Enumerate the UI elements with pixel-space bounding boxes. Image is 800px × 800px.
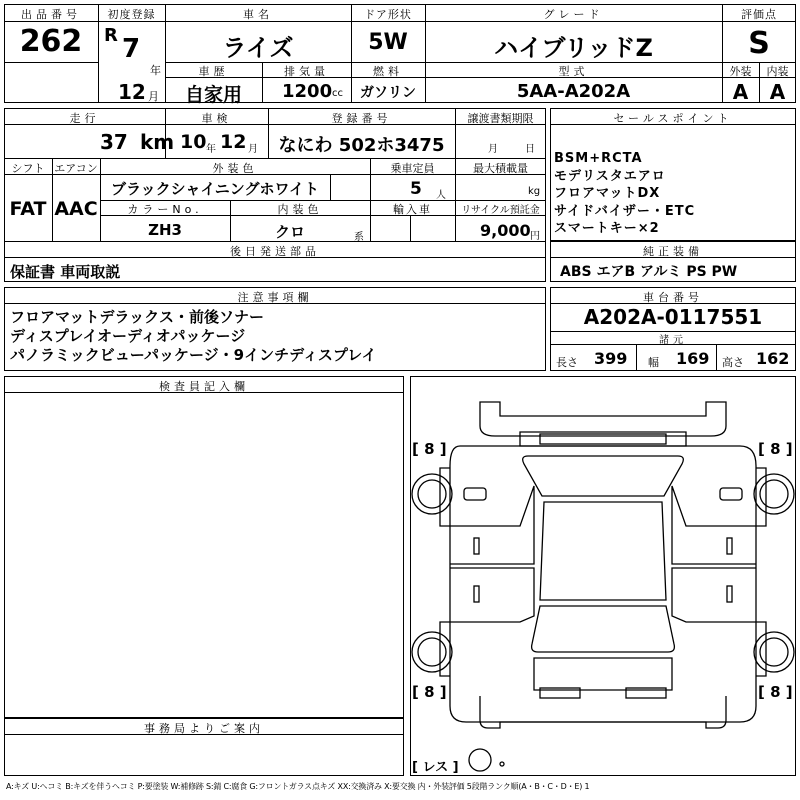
right-handle-rear bbox=[727, 586, 732, 602]
left-mirror bbox=[464, 488, 486, 500]
sales-points-list bbox=[554, 150, 695, 238]
color-label: 外装色 bbox=[212, 162, 258, 175]
left-rear-door bbox=[450, 568, 534, 622]
sales-point: フロアマットDX bbox=[554, 186, 661, 201]
car-diagram bbox=[410, 376, 796, 776]
recycle-fee: 9,000 bbox=[480, 221, 531, 240]
left-handle-rear bbox=[474, 586, 479, 602]
roof bbox=[540, 502, 666, 600]
transfer-label: 譲渡書類期限 bbox=[467, 112, 534, 125]
right-handle-front bbox=[727, 538, 732, 554]
parts-value: 保証書 車両取説 bbox=[10, 263, 121, 281]
capacity-unit: 人 bbox=[436, 190, 446, 201]
import-label: 輸入車 bbox=[393, 203, 432, 216]
shift-label: シフト bbox=[11, 162, 45, 175]
tire-front-left-tread: [ 8 ] bbox=[412, 440, 447, 458]
history-label: 車歴 bbox=[198, 65, 229, 78]
rear-bumper bbox=[480, 696, 726, 728]
sales-point: スマートキー×2 bbox=[554, 221, 660, 236]
displacement-label: 排気量 bbox=[284, 65, 329, 78]
history: 自家用 bbox=[184, 84, 242, 106]
spare-tire-status: [ レス ] bbox=[412, 760, 459, 775]
transfer-day: 日 bbox=[525, 144, 535, 155]
exterior-color: ブラックシャイニングホワイト bbox=[110, 180, 320, 198]
tire-rear-right-tread: [ 8 ] bbox=[758, 683, 793, 701]
equipment: ABS エアB アルミ PS PW bbox=[560, 264, 738, 280]
tire-front-right-tread: [ 8 ] bbox=[758, 440, 793, 458]
exterior-grade: A bbox=[732, 80, 749, 104]
inspection-label: 車検 bbox=[201, 112, 232, 125]
year-unit: 年 bbox=[150, 64, 161, 77]
color-no-label: カラーNo. bbox=[127, 203, 203, 216]
interior-label: 内装 bbox=[766, 65, 789, 78]
rear-window bbox=[532, 606, 675, 652]
model-label: 型式 bbox=[558, 65, 589, 78]
trunk bbox=[534, 658, 672, 690]
height-label: 高さ bbox=[722, 356, 744, 369]
recycle-label: リサイクル預託金 bbox=[461, 205, 540, 216]
grade: ハイブリッドZ bbox=[494, 34, 653, 62]
windshield bbox=[523, 456, 684, 496]
spare-wheel-center bbox=[500, 762, 504, 766]
notes-label: 注意事項欄 bbox=[237, 291, 313, 304]
sales-point: サイドバイザー・ETC bbox=[554, 203, 696, 219]
score: S bbox=[748, 26, 770, 61]
lot-number-label: 出品番号 bbox=[21, 8, 81, 21]
capacity: 5 bbox=[410, 179, 422, 199]
door-label: ドア形状 bbox=[364, 8, 412, 21]
model: 5AA-A202A bbox=[516, 81, 631, 102]
ac: AAC bbox=[54, 198, 98, 220]
length-label: 長さ bbox=[556, 356, 578, 369]
ac-label: エアコン bbox=[54, 162, 98, 175]
note-line: ディスプレイオーディオパッケージ bbox=[10, 327, 246, 345]
dims-label: 諸元 bbox=[659, 335, 687, 346]
length: 399 bbox=[594, 349, 628, 368]
load-label: 最大積載量 bbox=[473, 162, 528, 175]
width: 169 bbox=[676, 349, 710, 368]
right-rear-door bbox=[672, 568, 756, 622]
width-label: 幅 bbox=[648, 356, 659, 369]
int-color-label: 内装色 bbox=[277, 203, 323, 216]
note-line: フロアマットデラックス・前後ソナー bbox=[10, 308, 264, 326]
displacement: 1200 bbox=[282, 81, 333, 102]
note-line: パノラミックビューパッケージ・9インチディスプレイ bbox=[10, 346, 377, 364]
shift: FAT bbox=[9, 198, 47, 220]
equipment-label: 純正装備 bbox=[643, 245, 703, 258]
inspection-month-unit: 月 bbox=[248, 144, 258, 155]
parts-label: 後日発送部品 bbox=[230, 245, 320, 258]
era: R bbox=[104, 25, 118, 46]
fuel: ガソリン bbox=[360, 85, 416, 101]
reg-no-label: 登録番号 bbox=[331, 112, 392, 125]
left-handle-front bbox=[474, 538, 479, 554]
tire-rear-left-tread: [ 8 ] bbox=[412, 683, 447, 701]
lot-number: 262 bbox=[19, 24, 83, 59]
recycle-unit: 円 bbox=[530, 231, 540, 242]
spare-wheel bbox=[469, 749, 491, 771]
displacement-unit: cc bbox=[332, 88, 343, 99]
office-label: 事務局よりご案内 bbox=[144, 722, 264, 735]
right-mirror bbox=[720, 488, 742, 500]
sales-point: BSM+RCTA bbox=[554, 151, 643, 166]
fuel-label: 燃料 bbox=[373, 65, 403, 78]
month-unit: 月 bbox=[148, 90, 159, 103]
reg-year: 7 bbox=[122, 34, 141, 64]
inspector-label: 検査員記入欄 bbox=[159, 380, 249, 393]
load-unit: kg bbox=[528, 186, 541, 197]
right-front-door bbox=[672, 486, 756, 564]
first-reg-label: 初度登録 bbox=[107, 8, 156, 21]
inspection-year: 10 bbox=[180, 131, 207, 153]
chassis-number: A202A-0117551 bbox=[583, 305, 763, 329]
inspection-month: 12 bbox=[220, 131, 247, 153]
car-name-label: 車名 bbox=[243, 8, 273, 21]
exterior-label: 外装 bbox=[729, 65, 752, 78]
sales-points-label: セールスポイント bbox=[613, 112, 733, 125]
color-no: ZH3 bbox=[148, 221, 182, 239]
mileage-label: 走行 bbox=[69, 112, 100, 125]
notes-list bbox=[10, 308, 377, 365]
height: 162 bbox=[756, 349, 790, 368]
inspection-year-unit: 年 bbox=[206, 144, 216, 155]
left-front-door bbox=[450, 486, 534, 564]
int-color: クロ bbox=[274, 223, 305, 241]
transfer-month: 月 bbox=[488, 144, 498, 155]
int-color-unit: 系 bbox=[354, 232, 364, 243]
grade-label: グレード bbox=[543, 8, 604, 21]
inspector-section bbox=[4, 376, 404, 718]
sales-point: モデリスタエアロ bbox=[554, 168, 666, 184]
capacity-label: 乗車定員 bbox=[390, 162, 435, 175]
reg-number: なにわ 502ホ3475 bbox=[278, 135, 445, 156]
front-bumper bbox=[480, 402, 726, 436]
mileage-unit: km bbox=[140, 130, 175, 154]
body-outline bbox=[450, 446, 756, 722]
mileage: 37 bbox=[100, 130, 128, 154]
chassis-label: 車台番号 bbox=[643, 291, 703, 304]
reg-month: 12 bbox=[118, 80, 146, 104]
score-label: 評価点 bbox=[741, 8, 777, 21]
car-name: ライズ bbox=[222, 34, 294, 62]
interior-grade: A bbox=[769, 80, 786, 104]
legend: A:キズ U:ヘコミ B:キズを伴うヘコミ P:要塗装 W:補修跡 S:錆 C:腐食 G:フロントガラス点キズ XX:交換済み X:要交換 内・外装評価 5段階ランク順(A・B・C・D・E) 1 bbox=[6, 782, 590, 791]
door-type: 5W bbox=[368, 30, 408, 55]
